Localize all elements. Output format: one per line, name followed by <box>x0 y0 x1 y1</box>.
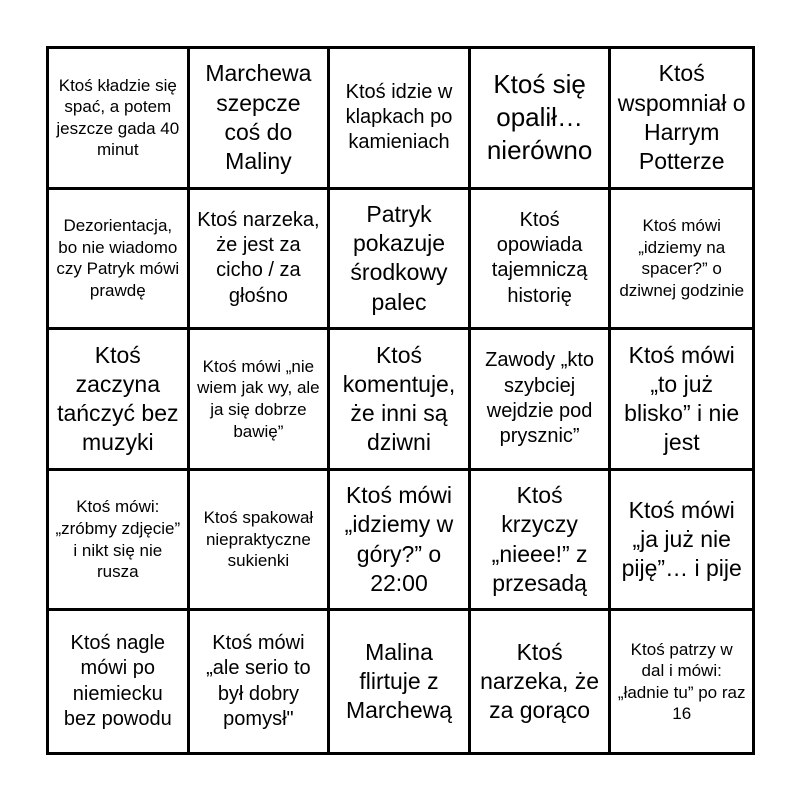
bingo-cell-text: Ktoś mówi: „zróbmy zdjęcie” i nikt się nie rusza <box>55 497 181 582</box>
bingo-cell-text: Zawody „kto szybciej wejdzie pod prysznic” <box>485 349 595 448</box>
bingo-cell-text: Ktoś mówi „to już blisko” i nie jest <box>624 341 740 456</box>
bingo-cell-text: Ktoś wspomniał o Harrym Potterze <box>617 60 746 174</box>
bingo-cell-text: Dezorientacja, bo nie wiadomo czy Patryk mówi prawdę <box>56 216 180 300</box>
bingo-cell-r3-c3[interactable] <box>330 330 471 471</box>
bingo-cell-text: Ktoś mówi „nie wiem jak wy, ale ja się dobrze bawię” <box>197 356 320 441</box>
bingo-cell-r1-c2[interactable] <box>190 49 331 190</box>
bingo-cell-r3-c5[interactable] <box>611 330 752 471</box>
bingo-cell-text: Ktoś się opalił… nierówno <box>486 69 593 166</box>
bingo-cell-text: Ktoś mówi „idziemy na spacer?” o dziwnej godzinie <box>619 216 745 300</box>
bingo-cell-text: Ktoś opowiada tajemniczą historię <box>491 208 588 307</box>
bingo-cell-r2-c1[interactable] <box>49 190 190 331</box>
bingo-cell-text: Ktoś patrzy w dal i mówi: „ładnie tu” po raz 16 <box>617 639 746 724</box>
bingo-cell-r2-c4[interactable] <box>471 190 612 331</box>
bingo-cell-r4-c4[interactable] <box>471 471 612 612</box>
bingo-cell-r2-c3[interactable] <box>330 190 471 331</box>
bingo-cell-r5-c2[interactable] <box>190 611 331 752</box>
bingo-cell-text: Malina flirtuje z Marchewą <box>345 638 453 724</box>
bingo-cell-text: Ktoś mówi „ale serio to był dobry pomysł" <box>206 631 311 731</box>
bingo-cell-r1-c5[interactable] <box>611 49 752 190</box>
bingo-cell-text: Patryk pokazuje środkowy palec <box>350 200 448 315</box>
bingo-cell-r1-c4[interactable] <box>471 49 612 190</box>
bingo-cell-r2-c2[interactable] <box>190 190 331 331</box>
bingo-cell-text: Ktoś mówi „idziemy w góry?” o 22:00 <box>344 482 454 596</box>
bingo-cell-r5-c4[interactable] <box>471 611 612 752</box>
bingo-cell-text: Ktoś zaczyna tańczyć bez muzyki <box>57 341 179 456</box>
bingo-cell-r5-c5[interactable] <box>611 611 752 752</box>
bingo-cell-r4-c2[interactable] <box>190 471 331 612</box>
bingo-cell-text: Ktoś idzie w klapkach po kamieniach <box>345 80 453 154</box>
bingo-cell-r4-c3[interactable] <box>330 471 471 612</box>
bingo-cell-text: Ktoś kładzie się spać, a potem jeszcze gada 40 minut <box>56 75 180 160</box>
bingo-cell-r4-c5[interactable] <box>611 471 752 612</box>
bingo-cell-text: Ktoś krzyczy „nieee!” z przesadą <box>491 482 588 596</box>
bingo-cell-text: Marchewa szepcze coś do Maliny <box>205 60 312 174</box>
bingo-cell-r2-c5[interactable] <box>611 190 752 331</box>
bingo-cell-r3-c4[interactable] <box>471 330 612 471</box>
bingo-cell-r3-c1[interactable] <box>49 330 190 471</box>
bingo-cell-r1-c3[interactable] <box>330 49 471 190</box>
bingo-cell-text: Ktoś mówi „ja już nie piję”… i pije <box>621 496 742 582</box>
bingo-cell-r5-c1[interactable] <box>49 611 190 752</box>
bingo-board <box>46 46 755 755</box>
bingo-cell-r1-c1[interactable] <box>49 49 190 190</box>
bingo-cell-r4-c1[interactable] <box>49 471 190 612</box>
bingo-cell-text: Ktoś spakował niepraktyczne sukienki <box>203 508 314 571</box>
bingo-cell-text: Ktoś narzeka, że za gorąco <box>480 638 600 724</box>
bingo-cell-text: Ktoś narzeka, że jest za cicho / za głośno <box>197 208 320 307</box>
bingo-cell-text: Ktoś komentuje, że inni są dziwni <box>342 341 456 456</box>
bingo-cell-r5-c3[interactable] <box>330 611 471 752</box>
bingo-cell-r3-c2[interactable] <box>190 330 331 471</box>
bingo-cell-text: Ktoś nagle mówi po niemiecku bez powodu <box>63 631 172 731</box>
